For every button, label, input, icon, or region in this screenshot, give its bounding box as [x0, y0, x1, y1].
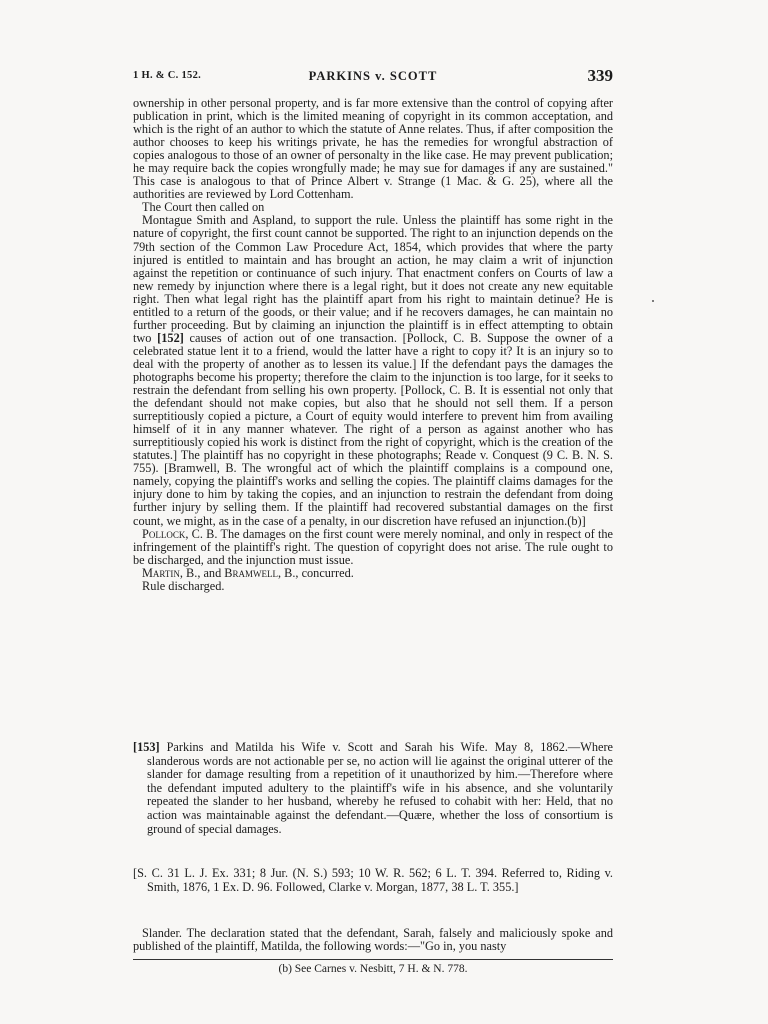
paragraph-text: causes of action out of one transaction. [Pollock, C. B. Suppose the owner of a celebrated statue lent it to a friend, would the latter have a right to copy it? It is an injury so to deal with the property of another as to lessen its value.] If the defendant pays the damages the photographs become his property; therefore the claim to the injunction is too large, for it seeks to restrain the defendant from selling his own property. [Pollock, C. B. It is essential not only that the defendant should not make copies, but also that he should not sell them. If a person surreptitiously copied a picture, a Court of equity would interfere to prevent him from availing himself of it in any manner whatever. The right of a person as against another who has surreptitiously copied his work is distinct from the right of copyright, which is the creation of the statutes.] The plaintiff has no copyright in these photographs; Reade v. Conquest (9 C. B. N. S. 755). [Bramwell, B. The wrongful act of which the plaintiff complains is a compound one, namely, copying the plaintiff's works and selling the copies. The plaintiff claims damages for the injury done to him by taking the copies, and an injunction to restrain the defendant from doing further injury by selling them. If the plaintiff had recovered substantial damages on the first count, we might, as in the case of a penalty, in our discretion have refused an injunction.(b)] [133, 330, 614, 528]
footnote: (b) See Carnes v. Nesbitt, 7 H. & N. 778. [278, 963, 468, 975]
page-marker: [152] [157, 330, 184, 345]
page-number: 339 [587, 66, 613, 85]
slander-paragraph [133, 927, 613, 954]
judge-name: Pollock [142, 526, 186, 541]
paragraph-text: , B., and [179, 565, 225, 580]
paragraph [133, 567, 613, 580]
judge-name: Martin [142, 565, 180, 580]
paragraph-text: Montague Smith and Aspland, to support the rule. Unless the plaintiff has some right in the nature of copyright, the first count cannot be supported. The right to an injunction depends on the 79th section of the Common Law Procedure Act, 1854, which provides that where the party injured is entitled to maintain and has brought an action, he may claim a writ of injunction against the repetition or continuance of such injury. That enactment confers on Courts of law a new remedy by injunction where there is a legal right, but it does not create any new equitable right. Then what legal right has the plaintiff apart from his right to maintain detinue? He is entitled to a return of the goods, or their value; and if he recovers damages, he can maintain no further proceeding. But by claiming an injunction the plaintiff is in effect attempting to obtain two [133, 213, 613, 345]
headnote [133, 741, 613, 836]
citation-block [133, 867, 613, 894]
paragraph: ownership in other personal property, and is far more extensive than the control of copying after publication in print, which is the limited meaning of copyright in its common acceptation, and which is the right of an author to which the statute of Anne relates. Thus, if after composition the author chooses to keep his writings private, he has the remedies for wrongful abstraction of copies analogous to those of an owner of personalty in the like case. He may prevent publication; he may require back the copies wrongfully made; he may sue for damages if any are sustained." This case is analogous to that of Prince Albert v. Strange (1 Mac. & G. 25), where all the authorities are reviewed by Lord Cottenham. [133, 96, 613, 202]
body-text [133, 97, 613, 593]
paragraph: Rule discharged. [142, 578, 225, 593]
page-marker: [153] [133, 740, 160, 754]
paragraph [133, 528, 613, 567]
headnote-paragraph [133, 741, 613, 836]
paragraph-text: , C. B. The damages on the first count were merely nominal, and only in respect of the infringement of the plaintiff's right. The question of copyright does not arise. The rule ought to be discharged, and the injunction must issue. [133, 526, 613, 567]
paragraph: Slander. The declaration stated that the defendant, Sarah, falsely and maliciously spoke and published of the plaintiff, Matilda, the following words:—"Go in, you nasty [133, 926, 613, 954]
citation-text: [S. C. 31 L. J. Ex. 331; 8 Jur. (N. S.) 593; 10 W. R. 562; 6 L. T. 394. Referred to, Riding v. Smith, 1876, 1 Ex. D. 96. Followed, Clarke v. Morgan, 1877, 38 L. T. 355.] [133, 866, 613, 894]
report-citation: 1 H. & C. 152. [133, 70, 202, 81]
footnote-divider [133, 959, 613, 960]
case-title: PARKINS v. SCOTT [308, 69, 438, 83]
paragraph [133, 214, 613, 527]
paragraph-text: , B., concurred. [278, 565, 354, 580]
headnote-text: Parkins and Matilda his Wife v. Scott and Sarah his Wife. May 8, 1862.—Where slanderous words are not actionable per se, no action will lie against the original utterer of the slander for damage resulting from a repetition of it unauthorized by him.—Therefore where the defendant imputed adultery to the plaintiff's wife in his absence, and she voluntarily repeated the slander to her husband, whereby he refused to cohabit with her: Held, that no action was maintainable against the defendant.—Quære, whether the loss of consortium is ground of special damages. [147, 740, 613, 836]
margin-speck [652, 300, 654, 302]
running-header [133, 66, 613, 88]
judge-name: Bramwell [224, 565, 278, 580]
paragraph: The Court then called on [142, 200, 265, 215]
